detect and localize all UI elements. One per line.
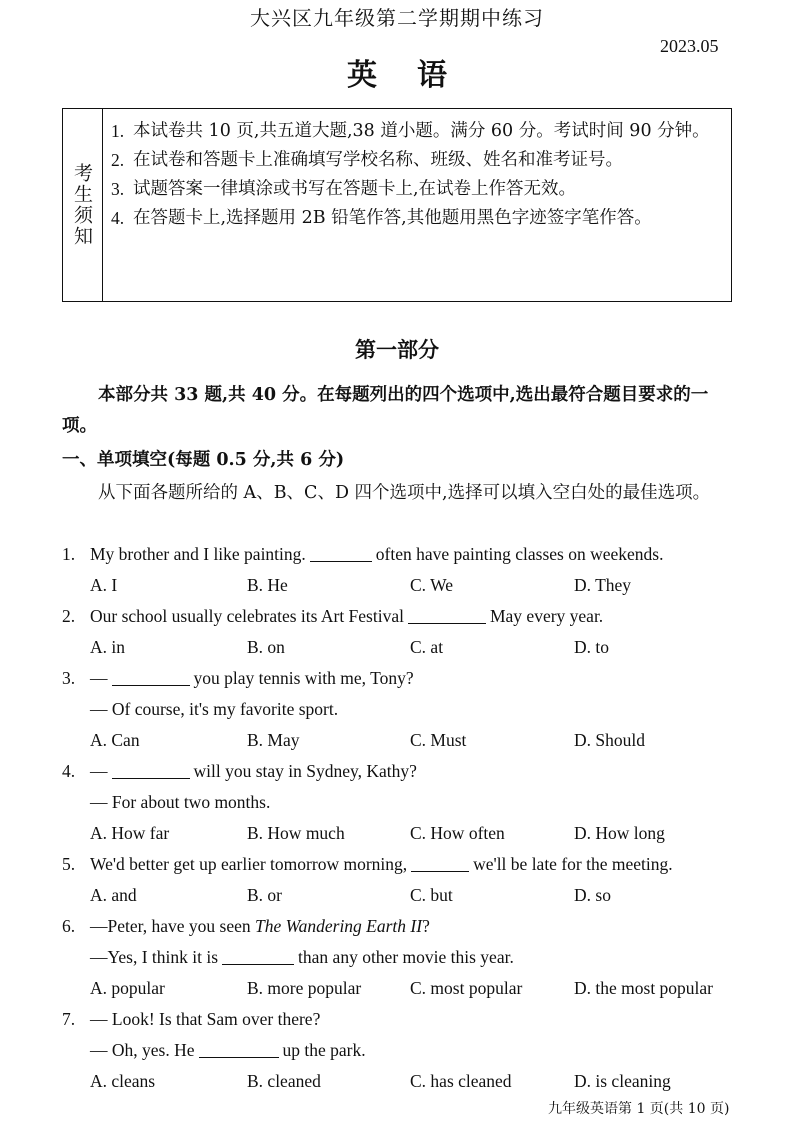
- question-text: —: [90, 668, 108, 688]
- question-number: 1.: [62, 544, 76, 564]
- question-text: up the park.: [282, 1040, 366, 1060]
- notice-item-num: 1.: [111, 121, 125, 141]
- option-d: D. Should: [574, 730, 645, 750]
- notice-item-text: 本试卷共 10 页,共五道大题,38 道小题。满分 60 分。考试时间 90 分钟。: [133, 121, 710, 141]
- option-d: D. so: [574, 885, 611, 905]
- notice-item: [111, 204, 725, 233]
- question-text: — Oh, yes. He: [90, 1040, 195, 1060]
- notice-item-num: 3.: [111, 179, 125, 199]
- question-text: you play tennis with me, Tony?: [193, 668, 414, 688]
- question-text: we'll be late for the meeting.: [473, 854, 673, 874]
- section-instructions: 从下面各题所给的 A、B、C、D 四个选项中,选择可以填入空白处的最佳选项。: [98, 483, 711, 503]
- option-a: A. popular: [90, 978, 165, 998]
- answer-blank: [408, 607, 486, 624]
- notice-item-text: 在试卷和答题卡上准确填写学校名称、班级、姓名和准考证号。: [133, 150, 623, 170]
- question-text: than any other movie this year.: [298, 947, 514, 967]
- option-d: D. is cleaning: [574, 1071, 671, 1091]
- question-stem: [62, 539, 742, 570]
- option-c: C. most popular: [410, 978, 523, 998]
- option-d: D. to: [574, 637, 609, 657]
- option-a: A. in: [90, 637, 125, 657]
- question-number: 7.: [62, 1009, 76, 1029]
- notice-item: [111, 175, 725, 204]
- notice-label: 考生须知: [71, 163, 93, 247]
- question-reply: [62, 942, 742, 973]
- option-b: B. on: [247, 637, 285, 657]
- page-footer: 九年级英语第 1 页(共 10 页): [548, 1101, 730, 1117]
- answer-blank: [112, 762, 190, 779]
- notice-item-num: 2.: [111, 150, 125, 170]
- question-stem: [62, 911, 742, 942]
- question-text: — Look! Is that Sam over there?: [90, 1009, 321, 1029]
- option-row: [62, 973, 742, 1004]
- question-number: 6.: [62, 916, 76, 936]
- option-row: [62, 632, 742, 663]
- question-list: [62, 539, 742, 1097]
- option-row: [62, 725, 742, 756]
- option-c: C. has cleaned: [410, 1071, 512, 1091]
- question-reply: — For about two months.: [90, 792, 271, 812]
- question-text: —: [90, 761, 108, 781]
- option-c: C. but: [410, 885, 453, 905]
- notice-item-num: 4.: [111, 208, 125, 228]
- option-row: [62, 1066, 742, 1097]
- answer-blank: [222, 948, 294, 965]
- question-number: 2.: [62, 606, 76, 626]
- option-a: A. and: [90, 885, 137, 905]
- option-a: A. cleans: [90, 1071, 156, 1091]
- question-text: ?: [422, 916, 430, 936]
- notice-list: [111, 117, 725, 233]
- question-stem: [62, 663, 742, 694]
- question-text: will you stay in Sydney, Kathy?: [193, 761, 417, 781]
- option-b: B. How much: [247, 823, 345, 843]
- answer-blank: [112, 669, 190, 686]
- option-row: [62, 880, 742, 911]
- option-a: A. How far: [90, 823, 170, 843]
- question-number: 3.: [62, 668, 76, 688]
- option-a: A. Can: [90, 730, 140, 750]
- exam-date: 2023.05: [660, 36, 719, 56]
- question-reply: [62, 1035, 742, 1066]
- question-reply: — Of course, it's my favorite sport.: [90, 699, 339, 719]
- question-text: We'd better get up earlier tomorrow morning,: [90, 854, 408, 874]
- question-number: 5.: [62, 854, 76, 874]
- question-text: May every year.: [489, 606, 604, 626]
- notice-item: [111, 117, 725, 146]
- option-b: B. cleaned: [247, 1071, 321, 1091]
- question-stem: [62, 601, 742, 632]
- movie-title: The Wandering Earth II: [255, 916, 423, 936]
- option-c: C. at: [410, 637, 444, 657]
- option-d: D. How long: [574, 823, 665, 843]
- part-description: 本部分共 33 题,共 40 分。在每题列出的四个选项中,选出最符合题目要求的一项。: [62, 385, 709, 436]
- question-stem: [62, 756, 742, 787]
- option-b: B. May: [247, 730, 300, 750]
- question-number: 4.: [62, 761, 76, 781]
- notice-item: [111, 146, 725, 175]
- section-title: 一、单项填空(每题 0.5 分,共 6 分): [62, 450, 345, 470]
- part-title: 第一部分: [355, 337, 439, 362]
- question-text: —Yes, I think it is: [90, 947, 219, 967]
- option-row: [62, 818, 742, 849]
- question-text: My brother and I like painting.: [90, 544, 306, 564]
- option-row: [62, 570, 742, 601]
- question-text: —Peter, have you seen: [90, 916, 251, 936]
- question-stem: [62, 1004, 742, 1035]
- answer-blank: [199, 1041, 279, 1058]
- candidate-notice-box: [62, 108, 732, 302]
- option-b: B. He: [247, 575, 288, 595]
- option-a: A. I: [90, 575, 118, 595]
- option-b: B. more popular: [247, 978, 362, 998]
- notice-item-text: 试题答案一律填涂或书写在答题卡上,在试卷上作答无效。: [133, 179, 577, 199]
- option-d: D. the most popular: [574, 978, 714, 998]
- option-d: D. They: [574, 575, 632, 595]
- question-text: often have painting classes on weekends.: [375, 544, 664, 564]
- answer-blank: [310, 545, 372, 562]
- option-c: C. How often: [410, 823, 505, 843]
- option-c: C. We: [410, 575, 453, 595]
- exam-header-title: 大兴区九年级第二学期期中练习: [250, 6, 544, 30]
- option-b: B. or: [247, 885, 282, 905]
- subject-title: 英语: [347, 58, 487, 93]
- notice-item-text: 在答题卡上,选择题用 2B 铅笔作答,其他题用黑色字迹签字笔作答。: [133, 208, 652, 228]
- answer-blank: [411, 855, 469, 872]
- question-text: Our school usually celebrates its Art Festival: [90, 606, 404, 626]
- notice-label-cell: [63, 109, 103, 301]
- question-stem: [62, 849, 742, 880]
- option-c: C. Must: [410, 730, 467, 750]
